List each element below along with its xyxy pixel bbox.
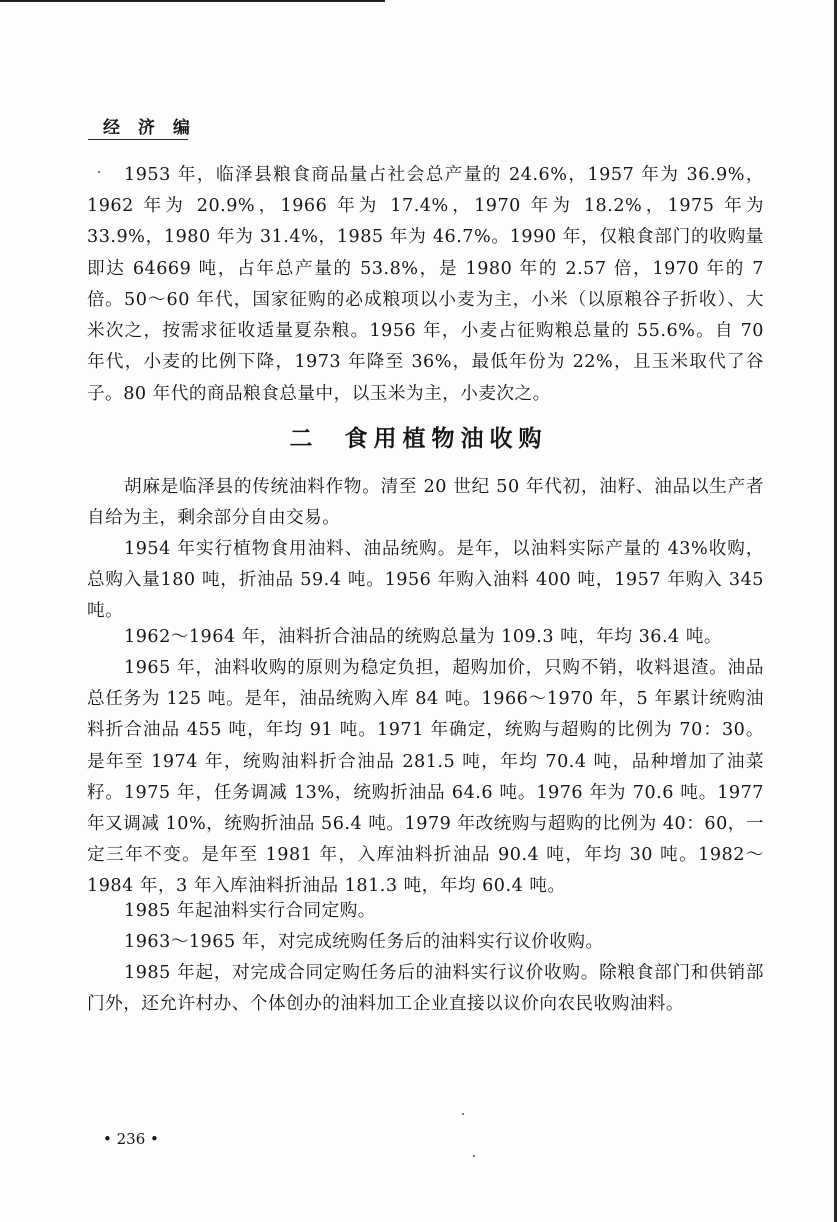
paragraph-1954-purchase: 1954 年实行植物食用油料、油品统购。是年，以油料实际产量的 43%收购，总购入量180 吨，折油品 59.4 吨。1956 年购入油料 400 吨，1957 年购入 345 吨。 [87,539,764,622]
scan-speck [462,1113,464,1115]
paragraph-grain-commodity-ratio: 1953 年，临泽县粮食商品量占社会总产量的 24.6%，1957 年为 36.9%，1962 年为 20.9%，1966 年为 17.4%，1970 年为 18.2%，1975 年为 33.9%，1980 年为 31.4%，1985 年为 46.7%。1990 年，仅粮食部门的收购量即达 64669 吨，占年总产量的 53.8%，是 1980 年的 2.57 倍，1970 年的 7 倍。 [87,165,764,310]
header-underline [88,139,188,140]
section-number: 二 [289,425,319,452]
paragraph-1985-contract: 1985 年起油料实行合同定购。 [124,901,376,921]
paragraph-grain-varieties: 50～60 年代，国家征购的必成粮项以小麦为主，小米（以原粮谷子折收）、大米次之，按需求征收适量夏杂粮。1956 年，小麦占征购粮总量的 55.6%。自 70 年代，小麦的比例下降，1973 年降至 36%，最低年份为 22%，且玉米取代了谷子。80 年代的商品粮食总量中，以玉米为主，小麦次之。 [87,290,764,404]
paragraph-1963-negotiated: 1963～1965 年，对完成统购任务后的油料实行议价收购。 [124,932,604,952]
paragraph-1985-negotiated: 1985 年起，对完成合同定购任务后的油料实行议价收购。除粮食部门和供销部门外，还允许村办、个体创办的油料加工企业直接以议价向农民收购油料。 [87,963,764,1015]
scan-speck [473,1155,475,1157]
section-title-text: 食用植物油收购 [344,425,548,452]
section-heading [0,420,837,453]
running-header: 经 济 编 [103,118,196,138]
page-number: • 236 • [103,1130,159,1148]
top-border-rule [0,0,385,2]
paragraph-1962-1964: 1962～1964 年，油料折合油品的统购总量为 109.3 吨，年均 36.4 吨。 [124,627,723,647]
paragraph-flax-tradition: 胡麻是临泽县的传统油料作物。清至 20 世纪 50 年代初，油籽、油品以生产者自给为主，剩余部分自由交易。 [87,477,764,529]
paragraph-1965-1984: 1965 年，油料收购的原则为稳定负担，超购加价，只购不销，收料退渣。油品总任务为 125 吨。是年，油品统购入库 84 吨。1966～1970 年，5 年累计统购油料折合油品 455 吨，年均 91 吨。1971 年确定，统购与超购的比例为 70：30。是年至 1974 年，统购油料折合油品 281.5 吨，年均 70.4 吨，品种增加了油菜籽。1975 年，任务调减 13%，统购折油品 64.6 吨。1976 年为 70.6 吨。1977 年又调减 10%，统购折油品 56.4 吨。1979 年改统购与超购的比例为 40：60，一定三年不变。是年至 1981 年，入库油料折油品 90.4 吨，年均 30 吨。1982～1984 年，3 年入库油料折油品 181.3 吨，年均 60.4 吨。 [87,658,764,897]
scan-speck [98,171,100,173]
